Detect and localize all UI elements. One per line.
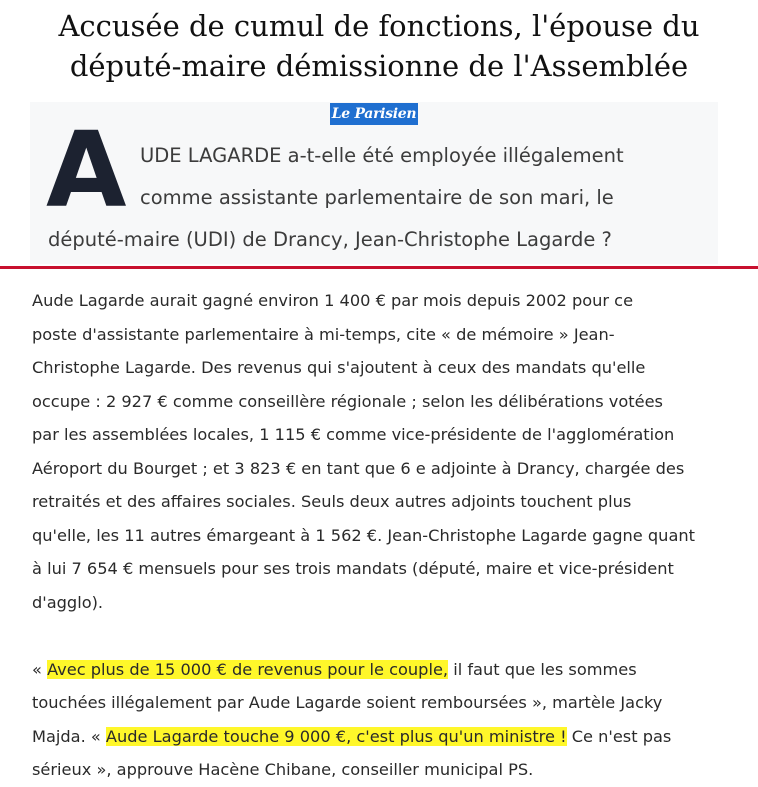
lede-line-2: comme assistante parlementaire de son mari, le: [140, 186, 614, 209]
body-line: Aéroport du Bourget ; et 3 823 € en tant que 6 e adjointe à Drancy, chargée des: [32, 458, 685, 478]
quote-line-2: touchées illégalement par Aude Lagarde soient remboursées », martèle Jacky: [32, 693, 663, 712]
quote-line-1: [32, 653, 744, 687]
article-body: [32, 284, 744, 787]
quote-continuation: il faut que les sommes: [448, 659, 637, 679]
drop-cap: A: [46, 109, 127, 231]
body-line: Aude Lagarde aurait gagné environ 1 400 € par mois depuis 2002 pour ce: [32, 291, 634, 310]
highlighted-quote-2: Aude Lagarde touche 9 000 €, c'est plus qu'un ministre !: [105, 726, 567, 746]
quote-line-3: [32, 720, 744, 754]
quote-suffix: Ce n'est pas: [566, 726, 672, 746]
lede-line-3: député-maire (UDI) de Drancy, Jean-Christophe Lagarde ?: [48, 228, 612, 251]
quote-line-4: sérieux », approuve Hacène Chibane, conseiller municipal PS.: [32, 760, 534, 779]
red-divider: [0, 266, 758, 269]
headline-line-1: Accusée de cumul de fonctions, l'épouse du: [58, 9, 700, 43]
lede-line-1: UDE LAGARDE a-t-elle été employée illégalement: [140, 144, 624, 167]
body-line: à lui 7 654 € mensuels pour ses trois mandats (député, maire et vice-président: [32, 559, 674, 578]
paragraph-gap: [32, 619, 744, 653]
highlighted-quote-1: Avec plus de 15 000 € de revenus pour le couple,: [47, 659, 449, 679]
headline-line-2: député-maire démissionne de l'Assemblée: [69, 49, 689, 83]
body-line: qu'elle, les 11 autres émargeant à 1 562 €. Jean-Christophe Lagarde gagne quant: [32, 525, 695, 545]
body-line: par les assemblées locales, 1 115 € comme vice-présidente de l'agglomération: [32, 425, 675, 444]
quote-prefix: Majda. «: [32, 726, 106, 746]
article-headline: [0, 6, 758, 86]
body-line: poste d'assistante parlementaire à mi-temps, cite « de mémoire » Jean-: [32, 324, 615, 344]
body-line: d'agglo).: [32, 592, 104, 612]
body-line: occupe : 2 927 € comme conseillère régionale ; selon les délibérations votées: [32, 391, 663, 411]
le-parisien-logo: Le Parisien: [330, 103, 418, 125]
body-line: Christophe Lagarde. Des revenus qui s'ajoutent à ceux des mandats qu'elle: [32, 358, 646, 377]
body-line: retraités et des affaires sociales. Seuls deux autres adjoints touchent plus: [32, 492, 632, 511]
quote-open: «: [32, 659, 48, 679]
